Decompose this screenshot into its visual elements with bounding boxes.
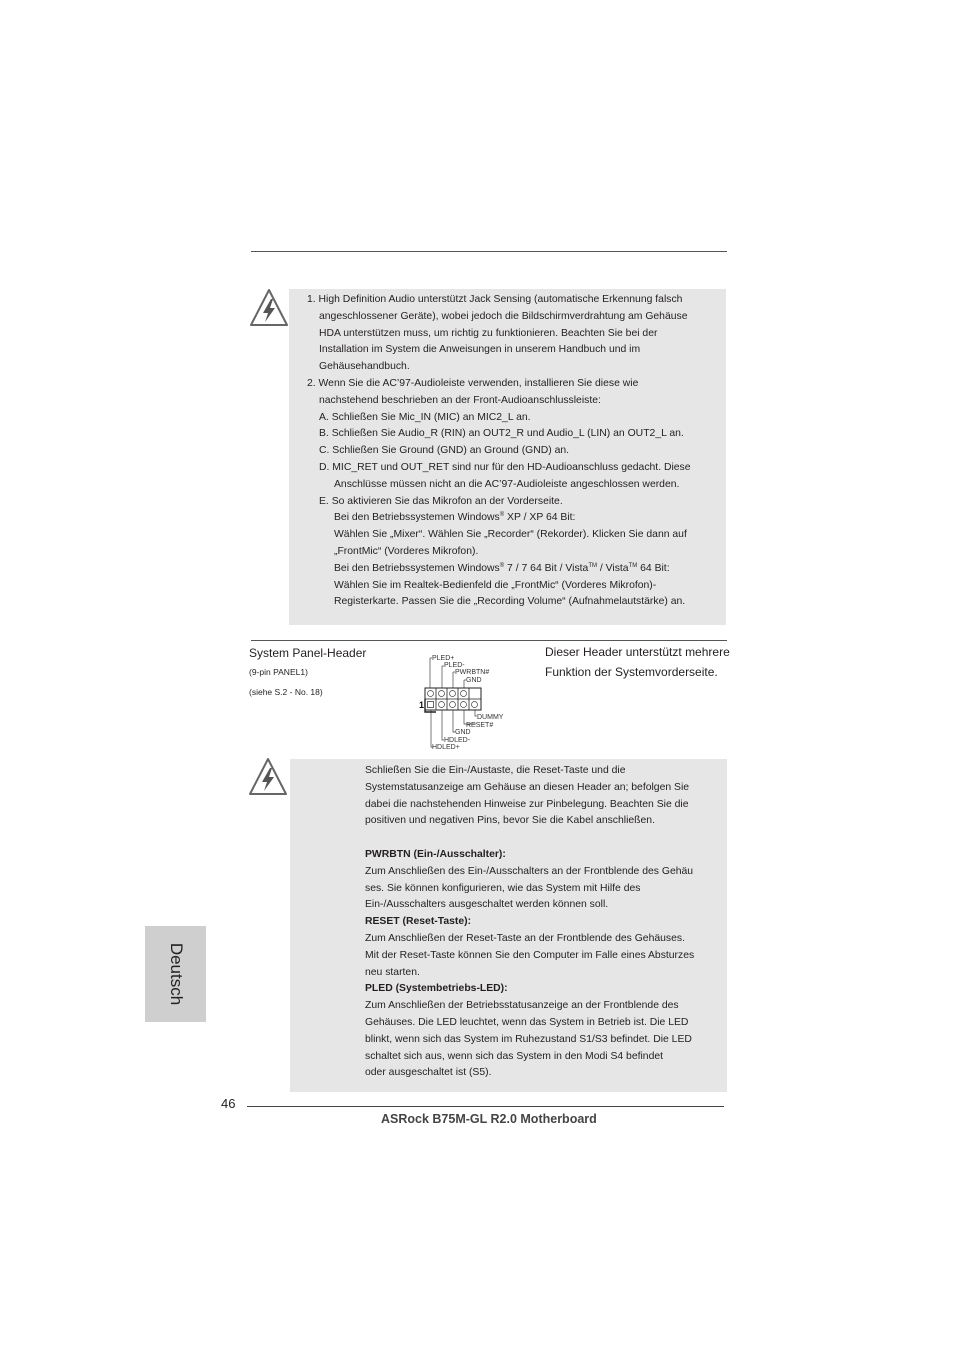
pin-label-pled-minus: PLED- xyxy=(444,662,465,669)
pin-label-gnd-bottom: GND xyxy=(455,729,471,736)
warning-icon xyxy=(248,757,288,797)
pin-one-label: 1 xyxy=(419,700,425,710)
note-line: neu starten. xyxy=(365,966,420,978)
panel-header-pin-diagram xyxy=(418,648,513,752)
note-line: B. Schließen Sie Audio_R (RIN) an OUT2_R und Audio_L (LIN) an OUT2_L an. xyxy=(319,428,684,440)
section-rule xyxy=(251,640,727,641)
note-line: positiven und negativen Pins, bevor Sie die Kabel anschließen. xyxy=(365,815,655,827)
note-line-winxp: Bei den Betriebssystemen Windows® XP / XP 64 Bit: xyxy=(334,512,576,524)
language-tab-label: Deutsch xyxy=(166,942,186,1006)
note-line: angeschlossener Geräte), wobei jedoch die Bildschirmverdrahtung am Gehäuse xyxy=(319,310,688,322)
note-line: HDA unterstützen muss, um richtig zu funktionieren. Beachten Sie bei der xyxy=(319,327,658,339)
note-line: C. Schließen Sie Ground (GND) an Ground (GND) an. xyxy=(319,445,570,457)
note-line: nachstehend beschrieben an der Front-Audioanschlussleiste: xyxy=(319,394,601,406)
panel-note-text xyxy=(365,763,694,1082)
note-line: oder ausgeschaltet ist (S5). xyxy=(365,1067,492,1079)
note-line: ses. Sie können konfigurieren, wie das System mit Hilfe des xyxy=(365,882,641,894)
note-line: 1. High Definition Audio unterstützt Jack Sensing (automatische Erkennung falsch xyxy=(307,294,683,305)
header-reference: (siehe S.2 - No. 18) xyxy=(249,687,323,697)
note-line: A. Schließen Sie Mic_IN (MIC) an MIC2_L an. xyxy=(319,411,531,423)
pled-heading: PLED (Systembetriebs-LED): xyxy=(365,983,508,995)
note-line: Wählen Sie „Mixer“. Wählen Sie „Recorder“ (Rekorder). Klicken Sie dann auf xyxy=(334,529,687,541)
pin-label-pwrbtn: PWRBTN# xyxy=(455,669,490,676)
footer-rule xyxy=(247,1106,724,1107)
top-rule xyxy=(251,251,727,252)
note-line: 2. Wenn Sie die AC’97-Audioleiste verwenden, installieren Sie diese wie xyxy=(307,377,639,389)
note-line: Gehäusehandbuch. xyxy=(319,361,410,373)
note-line: „FrontMic“ (Vorderes Mikrofon). xyxy=(334,545,479,557)
note-line: Zum Anschließen des Ein-/Ausschalters an der Frontblende des Gehäu xyxy=(365,865,694,877)
header-description: Dieser Header unterstützt mehrere Funktion der Systemvorderseite. xyxy=(545,645,730,679)
pin-label-dummy: DUMMY xyxy=(477,714,504,721)
language-tab xyxy=(145,926,206,1022)
pin-label-hdled-minus: HDLED- xyxy=(444,737,471,744)
note-line: Installation im System die Anweisungen in unserem Handbuch und im xyxy=(319,344,641,356)
warning-icon xyxy=(249,288,289,328)
header-pin-label: (9-pin PANEL1) xyxy=(249,667,308,677)
note-line: dabei die nachstehenden Hinweise zur Pinbelegung. Beachten Sie die xyxy=(365,798,689,810)
footer-title: ASRock B75M-GL R2.0 Motherboard xyxy=(381,1112,597,1126)
note-line: Zum Anschließen der Reset-Taste an der Frontblende des Gehäuses. xyxy=(365,932,685,944)
note-line: Gehäuses. Die LED leuchtet, wenn das System in Betrieb ist. Die LED xyxy=(365,1016,689,1028)
note-line: Mit der Reset-Taste können Sie den Computer im Falle eines Absturzes xyxy=(365,949,695,961)
note-line: Wählen Sie im Realtek-Bedienfeld die „FrontMic“ (Vorderes Mikrofon)- xyxy=(334,579,657,591)
note-line: Ein-/Ausschalters ausgeschaltet werden können soll. xyxy=(365,899,609,911)
reset-heading: RESET (Reset-Taste): xyxy=(365,916,472,928)
pin-label-gnd-top: GND xyxy=(466,677,482,684)
note-line: Registerkarte. Passen Sie die „Recording Volume“ (Aufnahmelautstärke) an. xyxy=(334,596,686,608)
pin-label-pled-plus: PLED+ xyxy=(432,655,455,662)
note-line-win7: Bei den Betriebssystemen Windows® 7 / 7 64 Bit / Vista™ / Vista™ 64 Bit: xyxy=(334,562,670,574)
note-line: blinkt, wenn sich das System im Ruhezustand S1/S3 befindet. Die LED xyxy=(365,1033,692,1045)
note-line: Schließen Sie die Ein-/Austaste, die Reset-Taste und die xyxy=(365,765,626,776)
note-line: Anschlüsse müssen nicht an die AC’97-Audioleiste angeschlossen werden. xyxy=(334,478,680,490)
page-number: 46 xyxy=(221,1096,236,1111)
pin-label-hdled-plus: HDLED+ xyxy=(432,744,460,751)
note-line: schaltet sich aus, wenn sich das System in den Modi S4 befindet xyxy=(365,1050,664,1062)
audio-note-text xyxy=(307,292,691,611)
note-line: E. So aktivieren Sie das Mikrofon an der Vorderseite. xyxy=(319,495,563,507)
note-line: Systemstatusanzeige am Gehäuse an diesen Header an; befolgen Sie xyxy=(365,781,690,793)
note-line: D. MIC_RET und OUT_RET sind nur für den HD-Audioanschluss gedacht. Diese xyxy=(319,461,691,473)
header-title: System Panel-Header xyxy=(249,646,367,660)
pin-label-reset: RESET# xyxy=(466,722,494,729)
pwrbtn-heading: PWRBTN (Ein-/Ausschalter): xyxy=(365,848,506,860)
note-line: Zum Anschließen der Betriebsstatusanzeige an der Frontblende des xyxy=(365,1000,679,1012)
